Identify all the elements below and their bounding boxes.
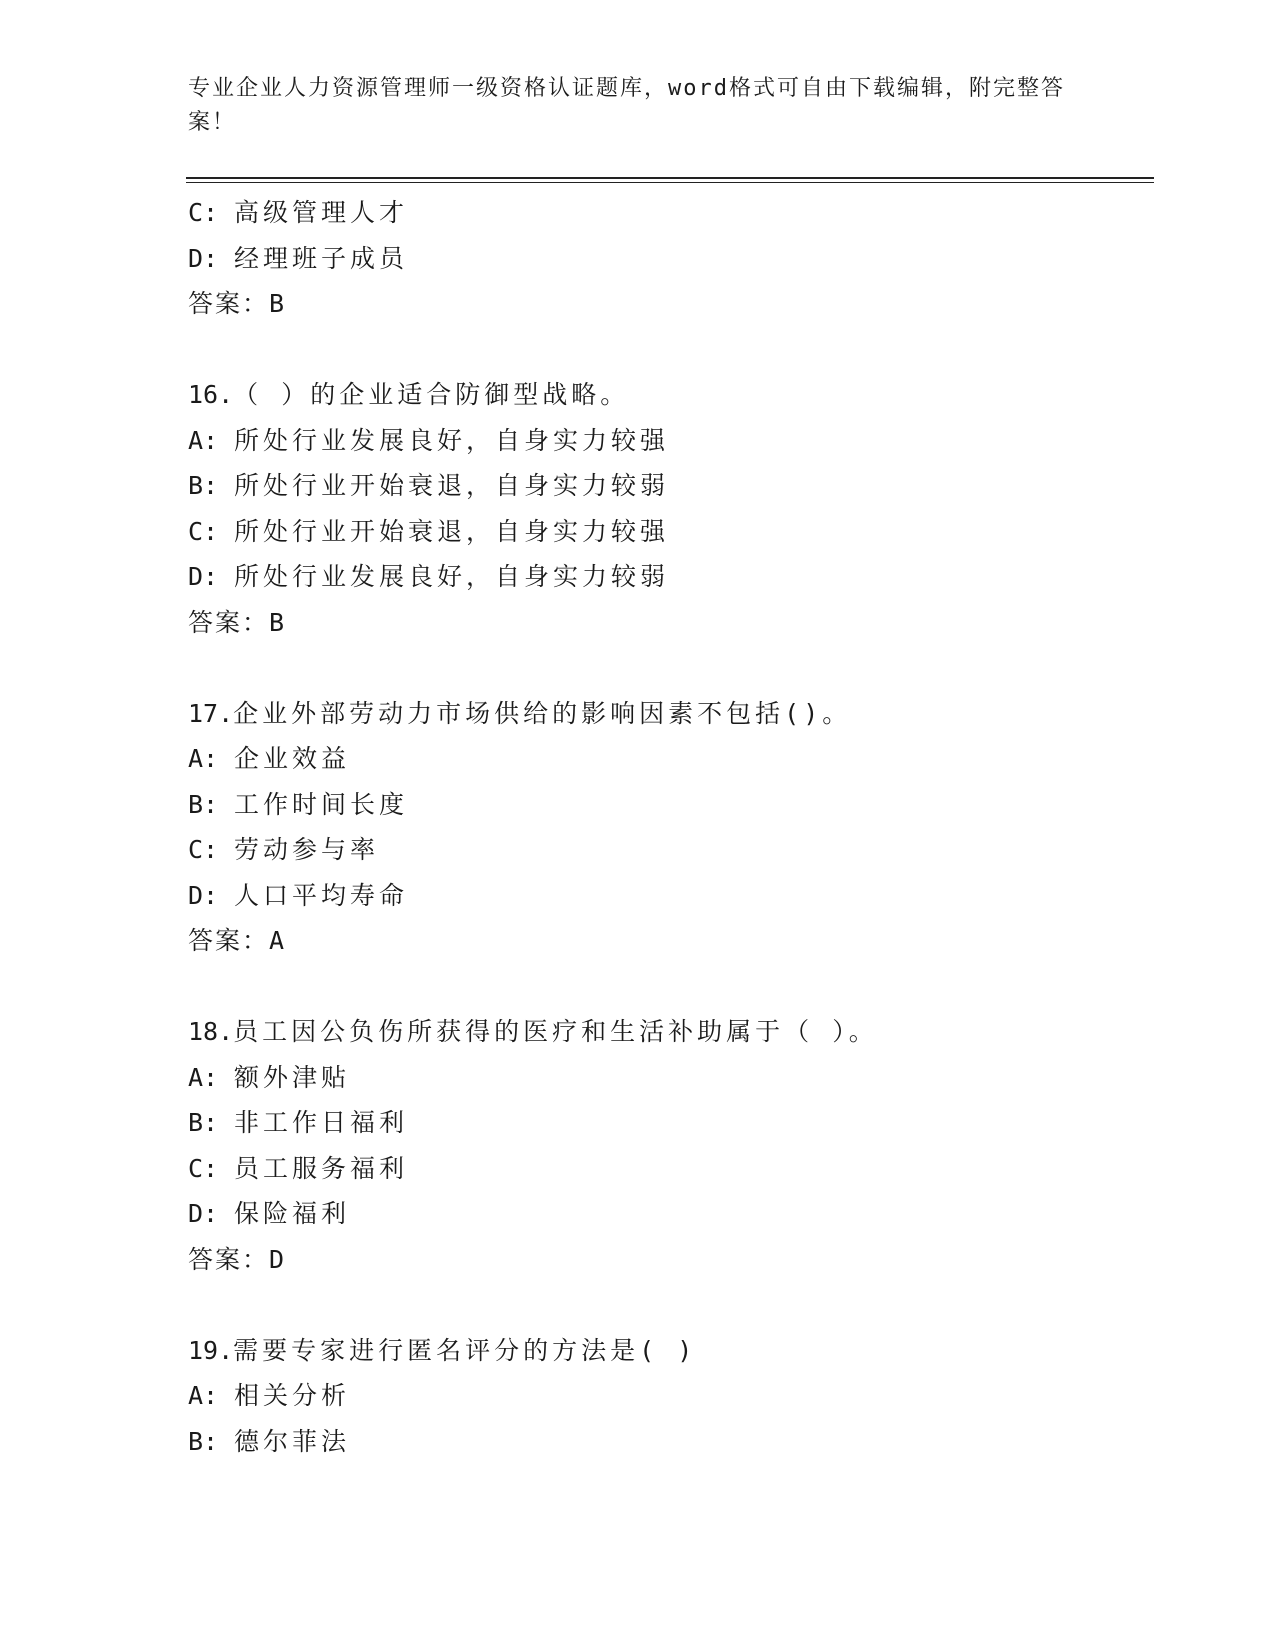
answer-line — [188, 918, 1148, 964]
question-stem — [188, 691, 1148, 737]
question-number: 19. — [188, 1335, 234, 1365]
answer-line — [188, 1237, 1148, 1283]
option-text: 额外津贴 — [234, 1062, 351, 1092]
question-stem — [188, 1009, 1148, 1055]
question-number: 17. — [188, 698, 234, 728]
option-text: 保险福利 — [234, 1199, 351, 1228]
question-text: 员工因公负伤所获得的医疗和生活补助属于（ ）。 — [233, 1017, 878, 1046]
option-text: 工作时间长度 — [234, 789, 409, 819]
question-text: 企业外部劳动力市场供给的影响因素不包括()。 — [233, 698, 852, 728]
question-block-16 — [188, 372, 1148, 645]
answer-line — [188, 600, 1148, 646]
option-text: 所处行业发展良好，自身实力较强 — [234, 425, 670, 455]
option-b: B: 所处行业开始衰退，自身实力较弱 — [188, 471, 670, 500]
option-text: 劳动参与率 — [234, 835, 380, 864]
answer-value: B — [269, 289, 287, 318]
answer-label: 答案： — [188, 1244, 270, 1274]
option-c: C: 高级管理人才 — [188, 198, 409, 227]
option-text: 所处行业发展良好，自身实力较弱 — [234, 562, 670, 591]
option-text: 所处行业开始衰退，自身实力较弱 — [234, 471, 670, 500]
question-text: 需要专家进行匿名评分的方法是( ) — [233, 1335, 697, 1365]
answer-value: B — [269, 607, 287, 637]
option-a: A: 相关分析 — [188, 1381, 351, 1410]
option-c: C: 员工服务福利 — [188, 1153, 409, 1183]
option-a: A: 企业效益 — [188, 744, 351, 773]
question-stem — [188, 372, 1148, 418]
option-text: 德尔菲法 — [234, 1426, 351, 1456]
option-a: A: 额外津贴 — [188, 1062, 351, 1092]
option-text: 员工服务福利 — [234, 1153, 409, 1183]
header-rule-thin — [186, 182, 1154, 183]
option-d: D: 经理班子成员 — [188, 243, 409, 273]
option-text: 相关分析 — [234, 1381, 351, 1410]
option-text: 经理班子成员 — [234, 243, 409, 273]
option-text: 所处行业开始衰退，自身实力较强 — [234, 516, 670, 546]
question-block-18 — [188, 1009, 1148, 1282]
answer-line — [188, 281, 1148, 327]
option-c: C: 劳动参与率 — [188, 835, 380, 864]
option-text: 非工作日福利 — [234, 1108, 409, 1137]
option-text: 人口平均寿命 — [234, 880, 409, 910]
option-d: D: 所处行业发展良好，自身实力较弱 — [188, 562, 670, 591]
question-number: 18. — [188, 1017, 234, 1046]
question-text: （ ）的企业适合防御型战略。 — [233, 380, 630, 409]
option-d: D: 人口平均寿命 — [188, 880, 409, 910]
option-d: D: 保险福利 — [188, 1199, 351, 1228]
question-block-17 — [188, 691, 1148, 964]
header-rule-thick — [186, 177, 1154, 179]
answer-label: 答案： — [188, 926, 270, 955]
option-a: A: 所处行业发展良好，自身实力较强 — [188, 425, 670, 455]
question-number: 16. — [188, 380, 234, 409]
option-text: 企业效益 — [234, 744, 351, 773]
question-stem — [188, 1328, 1148, 1374]
answer-label: 答案： — [188, 289, 270, 318]
question-block-15-tail — [188, 190, 1148, 327]
option-b: B: 德尔菲法 — [188, 1426, 351, 1456]
answer-label: 答案： — [188, 607, 270, 637]
option-b: B: 非工作日福利 — [188, 1108, 409, 1137]
question-list — [188, 190, 1148, 1464]
option-b: B: 工作时间长度 — [188, 789, 409, 819]
question-block-19 — [188, 1328, 1148, 1465]
page-header: 专业企业人力资源管理师一级资格认证题库，word格式可自由下载编辑，附完整答案！ — [188, 76, 1065, 135]
answer-value: D — [269, 1244, 287, 1274]
answer-value: A — [269, 926, 287, 955]
option-c: C: 所处行业开始衰退，自身实力较强 — [188, 516, 670, 546]
option-text: 高级管理人才 — [234, 198, 409, 227]
